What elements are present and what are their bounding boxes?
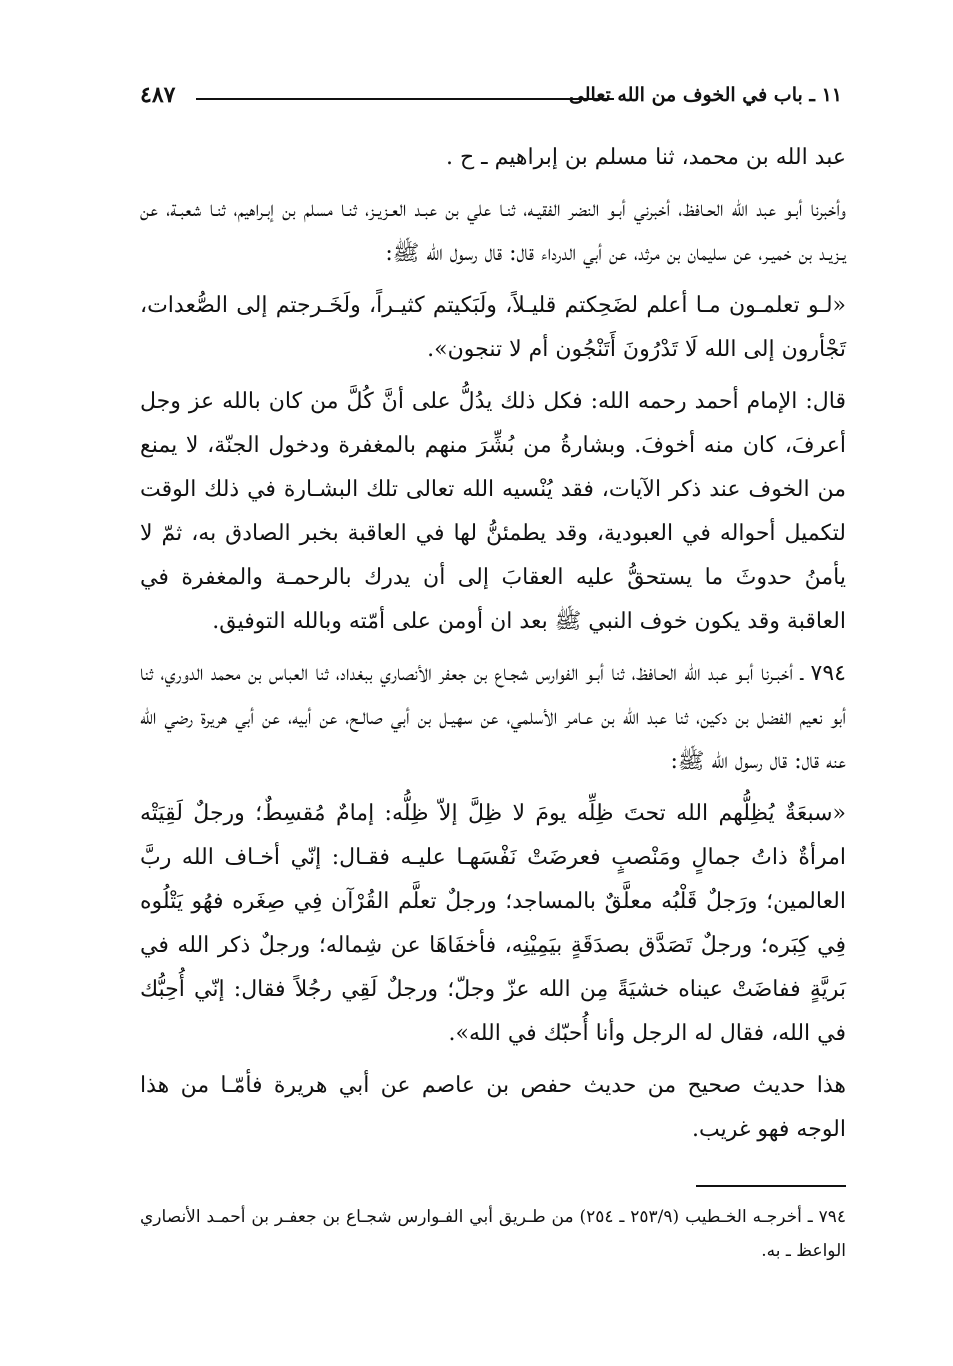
footnote-rule xyxy=(696,1185,846,1187)
hadith-quote: «سبعَةٌ يُظِلُّهم الله تحتَ ظِلِّه يومَ لا ظِلَّ إلاّ ظِلُّه: إمامٌ مُقسِطٌ؛ ورجلٌ لَقِيَتْه امرأةٌ ذاتُ جمالٍ ومَنْصبٍ فعرضَتْ نَفْسَهـا عليـه فقـال: إنّي أخـاف الله ربَّ العالمين؛ ورَجلٌ قَلْبُه معلَّقٌ بالمساجد؛ ورجلٌ تعلَّم القُرْآن فِي صِغَره فهُو يَتْلُوه فِي كِبَره؛ ورجلٌ تَصَدَّق بصدَقَةٍ بيَمِيْنِه، فأخفَاهَا عن شِماله؛ ورجلٌ ذكر الله في بَريَّةٍ ففاضَتْ عيناه خشيَةً مِن الله عزّ وجلّ؛ ورجلٌ لَقِي رجُلاً فقال: إنّي أُحِبُّك في الله، فقال له الرجل وأنا أُحبّك في الله». xyxy=(140,801,846,1046)
hadith-quote: «لـو تعلمـون مـا أعلم لضَحِكتم قليـلاً، ولَبَكيتم كثيـراً، ولَخَـرجتم إلى الصُّعدات، تَجْأرون إلى الله لَا تَدْرُونَ أَتَنْجُون أم لا تنجون». xyxy=(140,293,846,362)
header-rule xyxy=(196,98,614,100)
main-text xyxy=(140,136,846,1160)
paragraph: ٧٩٤ ـ أخبـرنا أبـو عبد الله الحـافظ، ثنا أبـو الفوارس شجـاع بن جعفر الأنصاري ببغداد، ثنا العباس بن محمد الدوري، ثنا أبو نعيم الفضل بن دكين، ثنا عبد الله بن عـامر الأسلمي، عن سهيـل بن أبي صالـح، عن أبيه، عن أبي هريرة رضي الله عنه قال: قال رسول الله ﷺ: xyxy=(140,661,846,774)
footnote-text: ٧٩٤ ـ أخرجـه الخـطيب (٢٥٣/٩ ـ ٢٥٤) من طـريق أبي الفـوارس شجـاع بن جعفـر بن أحمـد الأنصاري الواعظ ـ به. xyxy=(140,1207,846,1261)
page-number: ٤٨٧ xyxy=(140,82,176,108)
paragraph: هذا حديث صحيح من حديث حفص بن عاصم عن أبي هريرة فأمّـا من هذا الوجه فهو غريب. xyxy=(140,1073,846,1142)
running-header xyxy=(140,82,842,116)
paragraph: قال: الإمام أحمد رحمه الله: فكل ذلك يدُلُّ على أنَّ كُلَّ من كان بالله عز وجل أعرفَ، كان منه أخوفَ. وبشارةُ من بُشِّرَ منهم بالمغفرة ودخول الجنّة، لا يمنع من الخوف عند ذكر الآيات، فقد يُنْسيه الله تعالى تلك البشـارة في ذلك الوقت لتكميل أحواله في العبودية، وقد يطمئنُّ لها في العاقبة بخبر الصادق به، ثمّ لا يأمنُ حدوثَ ما يستحقُّ عليه العقابَ إلى أن يدرك بالرحمـة والمغفرة في العاقبة وقد يكون خوف النبي ﷺ بعد ان أومن على أمّته وبالله التوفيق. xyxy=(140,389,846,634)
chapter-title: ١١ ـ باب في الخوف من الله تعالى xyxy=(568,84,842,106)
paragraph: عبد الله بن محمد، ثنا مسلم بن إبراهيم ـ ح . xyxy=(445,145,846,170)
footnote xyxy=(140,1200,846,1268)
paragraph: وأخبرنا أبـو عبد الله الحـافظ، أخبرني أبـو النضر الفقيـه، ثنـا علي بن عبـد العـزيـز، ثنـا مسلم بن إبـراهيم، ثنـا شعبـة، عن يـزيـد بن خميـر، عن سليمان بن مرثد، عن أبي الدرداء قال: قال رسول الله ﷺ: xyxy=(140,197,846,266)
